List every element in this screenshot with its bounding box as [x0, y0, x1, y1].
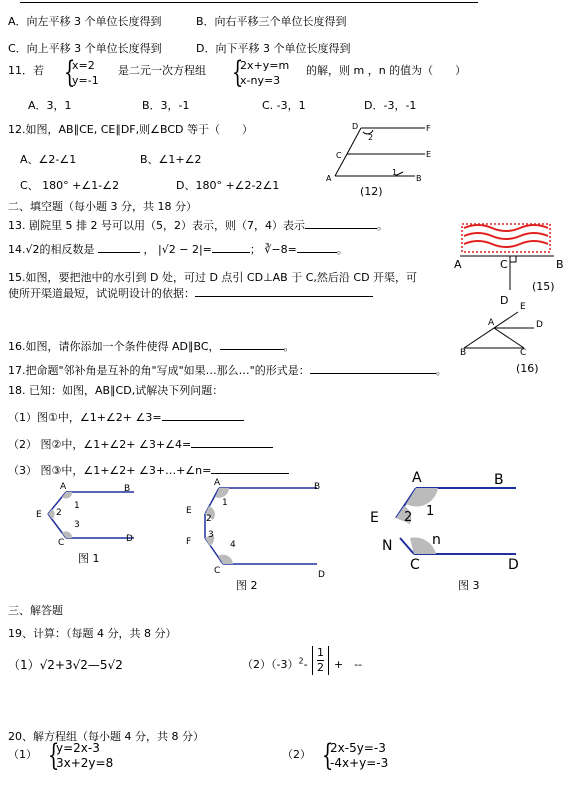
section-2-title: 二、填空题（每小题 3 分，共 18 分） — [8, 200, 197, 213]
q19-abs-fraction: 1 2 — [312, 646, 329, 675]
fig3-label-e: E — [370, 510, 379, 526]
q12-label-d: D — [352, 122, 359, 131]
q13-text: 13. 剧院里 5 排 2 号可以用（5，2）表示，则（7，4）表示 。 — [8, 219, 388, 232]
q12-caption: (12) — [360, 185, 383, 198]
fig1-label-c: C — [58, 538, 65, 548]
q20-system-2 — [318, 738, 389, 773]
q11-sys1-row1: x=2 — [72, 59, 95, 72]
q11-mid: 是二元一次方程组 — [118, 64, 206, 77]
q14-blank-1[interactable] — [98, 241, 140, 253]
q18-blank-1[interactable] — [162, 409, 244, 421]
fig1-label-d: D — [126, 534, 133, 544]
fig2-label-e: E — [186, 506, 192, 516]
fig2-label-3: 3 — [208, 530, 214, 540]
q11-sys1-row2: y=-1 — [72, 74, 99, 87]
q12-label-f: F — [426, 124, 431, 133]
q18-stem: 18. 已知：如图，AB∥CD,试解决下列问题： — [8, 384, 224, 397]
q11-system-1 — [60, 55, 99, 90]
fig2-label-4: 4 — [230, 540, 236, 550]
q20-system-1 — [44, 738, 114, 773]
fig3-label-c: C — [410, 557, 420, 573]
fig2-label-f: F — [186, 537, 192, 547]
q15-label-c: C — [500, 258, 508, 271]
q16-label-e: E — [520, 302, 526, 312]
q12-label-b: B — [416, 174, 422, 183]
sqrt2-term: √2 — [39, 658, 55, 672]
q15-label-b: B — [556, 258, 564, 271]
cbrt-expr: ∛−8 — [264, 243, 288, 256]
fig3-label-n: n — [432, 532, 441, 548]
sqrt2-term: √2 — [72, 658, 88, 672]
q20-part1-label: （1） — [8, 748, 37, 761]
brace-icon: { — [231, 55, 244, 90]
q19-part2-tail: + -- — [334, 658, 363, 671]
q20-sys2-row1: 2x-5y=-3 — [330, 741, 386, 755]
q12-label-1: 1 — [392, 168, 398, 177]
q11-prefix: 11．若 — [8, 64, 44, 77]
q19-part2: $(2)(-3)^2-$ — [242, 656, 308, 671]
q14-blank-3[interactable] — [297, 241, 337, 253]
figure-3-caption: 图 3 — [458, 579, 480, 592]
q15-label-d: D — [500, 294, 509, 307]
q20-part2-label: （2） — [282, 748, 311, 761]
q17-text: 17.把命题"邻补角是互补的角"写成"如果…那么…"的形式是： 。 — [8, 364, 447, 377]
q18-part1: （1）图①中，∠1+∠2+ ∠3= — [8, 409, 244, 425]
q10-option-d: D．向下平移 3 个单位长度得到 — [196, 42, 351, 55]
q15-line1: 15.如图，要把池中的水引到 D 处，可过 D 点引 CD⊥AB 于 C,然后沿 CD 开渠，可 — [8, 271, 418, 284]
fig2-label-a: A — [214, 478, 221, 488]
q11-sys2-row2: x-ny=3 — [240, 74, 281, 87]
fig3-label-1: 1 — [426, 504, 435, 519]
section-3-title: 三、解答题 — [8, 604, 63, 617]
q10-option-a: A．向左平移 3 个单位长度得到 — [8, 15, 162, 28]
q15-caption: (15) — [532, 280, 555, 293]
q19-title: 19、计算：（每题 4 分，共 8 分） — [8, 627, 177, 640]
q16-label-d: D — [536, 320, 543, 330]
q16-label-c: C — [520, 348, 527, 358]
fig1-label-a: A — [60, 482, 67, 492]
q16-label-b: B — [460, 348, 467, 358]
fig2-label-b: B — [314, 482, 321, 492]
sqrt2-term: √2 — [107, 658, 123, 672]
q11-system-2 — [228, 55, 290, 90]
q18-blank-2[interactable] — [191, 436, 273, 448]
q11-option-a: A．3，1 — [28, 99, 72, 112]
q19-part1: （1）√2+3√2—5√2 — [8, 658, 123, 672]
fig3-label-2: 2 — [404, 510, 413, 525]
fig3-label-b: B — [494, 472, 504, 488]
q16-label-a: A — [488, 318, 495, 328]
q12-option-c: C、 180° +∠1-∠2 — [20, 179, 120, 192]
fig2-label-1: 1 — [222, 498, 228, 508]
q12-label-c: C — [336, 151, 342, 160]
q12-label-2: 2 — [368, 133, 374, 142]
figure-2 — [195, 476, 325, 571]
q14-text: 14.√2的相反数是 ， |√2 − 2|= ； ∛−8= 。 — [8, 243, 348, 256]
q11-option-c: C. -3，1 — [262, 99, 306, 112]
figure-1-caption: 图 1 — [78, 552, 100, 565]
fig3-label-n-upper: N — [382, 538, 393, 554]
q12-option-a: A、∠2-∠1 — [20, 153, 77, 166]
fig1-label-b: B — [124, 484, 131, 494]
q15-blank[interactable] — [195, 285, 373, 297]
sqrt2-expr: √2 — [25, 243, 40, 256]
q12-option-d: D、180° +∠2-2∠1 — [176, 179, 280, 192]
q16-blank[interactable] — [220, 338, 284, 350]
q10-option-b: B．向右平移三个单位长度得到 — [196, 15, 347, 28]
q16-caption: (16) — [516, 362, 539, 375]
abs-expr: |√2 − 2| — [158, 243, 203, 256]
q17-blank[interactable] — [310, 362, 436, 374]
q11-option-d: D．-3，-1 — [364, 99, 417, 112]
q16-text: 16.如图，请你添加一个条件使得 AD∥BC， 。 — [8, 340, 295, 353]
brace-icon: { — [47, 738, 60, 773]
fig2-label-c: C — [214, 566, 221, 576]
top-rule — [20, 2, 478, 3]
q20-sys1-row1: y=2x-3 — [56, 741, 100, 755]
q18-part3: （3） 图③中，∠1+∠2+ ∠3+…+∠n= — [8, 462, 289, 478]
q18-part2: （2） 图②中，∠1+∠2+ ∠3+∠4= — [8, 436, 273, 452]
fig3-label-d: D — [508, 557, 519, 573]
q15-line2: 使所开渠道最短，试说明设计的依据： — [8, 285, 373, 301]
q12-option-b: B、∠1+∠2 — [140, 153, 202, 166]
q10-option-c: C．向上平移 3 个单位长度得到 — [8, 42, 162, 55]
fig1-label-2: 2 — [56, 508, 62, 518]
q18-blank-3[interactable] — [211, 462, 289, 474]
brace-icon: { — [321, 738, 334, 773]
q11-option-b: B．3，-1 — [142, 99, 190, 112]
figure-3 — [380, 480, 520, 570]
q12-stem: 12.如图，AB∥CE, CE∥DF,则∠BCD 等于（ ） — [8, 123, 253, 136]
fig2-label-d: D — [318, 570, 325, 580]
q20-title: 20、解方程组（每小题 4 分，共 8 分） — [8, 730, 204, 743]
q11-suffix: 的解，则 m ，n 的值为（ ） — [306, 64, 467, 77]
brace-icon: { — [63, 55, 76, 90]
fig2-label-2: 2 — [206, 514, 212, 524]
q12-label-e: E — [426, 150, 432, 159]
q20-sys1-row2: 3x+2y=8 — [56, 756, 114, 770]
q13-blank[interactable] — [305, 217, 377, 229]
q15-label-a: A — [454, 258, 462, 271]
figure-2-caption: 图 2 — [236, 579, 258, 592]
q16-figure — [458, 306, 548, 356]
fig3-label-a: A — [412, 470, 422, 486]
q11-sys2-row1: 2x+y=m — [240, 59, 290, 72]
q20-sys2-row2: -4x+y=-3 — [330, 756, 389, 770]
fig1-label-e: E — [36, 510, 42, 520]
q12-label-a: A — [326, 174, 332, 183]
q14-blank-2[interactable] — [212, 241, 250, 253]
fig1-label-3: 3 — [74, 520, 80, 530]
fig1-label-1: 1 — [74, 501, 80, 511]
